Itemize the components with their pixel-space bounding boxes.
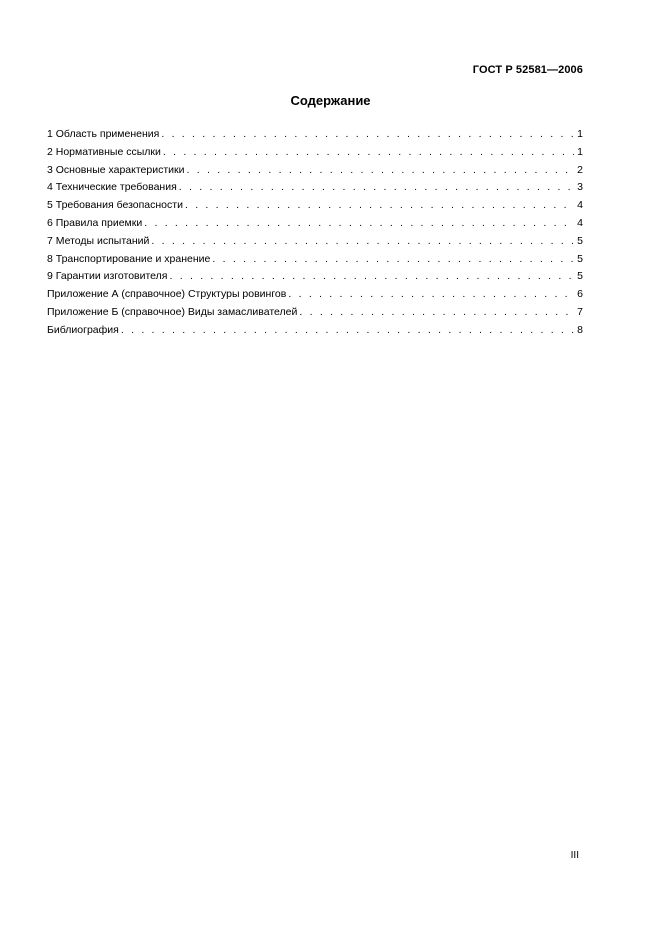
toc-leader-dots: [288, 286, 574, 304]
toc-entry-label: 4 Технические требования: [47, 181, 177, 194]
toc-leader-dots: [212, 251, 574, 269]
toc-entry-label: Библиография: [47, 323, 119, 336]
page-number: III: [570, 850, 579, 861]
toc-entry-technical-requirements[interactable]: [47, 179, 583, 197]
table-of-contents: [47, 126, 583, 340]
toc-entry-label: 6 Правила приемки: [47, 216, 143, 229]
toc-entry-label: 5 Требования безопасности: [47, 199, 183, 212]
toc-leader-dots: [144, 215, 574, 233]
toc-entry-appendix-b[interactable]: [47, 304, 583, 322]
toc-entry-page: 4: [577, 199, 583, 212]
toc-entry-main-characteristics[interactable]: [47, 162, 583, 180]
toc-leader-dots: [299, 304, 574, 322]
toc-entry-page: 8: [577, 323, 583, 336]
toc-entry-page: 5: [577, 234, 583, 247]
toc-entry-normative-references[interactable]: [47, 144, 583, 162]
toc-entry-label: 8 Транспортирование и хранение: [47, 252, 211, 265]
toc-entry-page: 3: [577, 181, 583, 194]
toc-leader-dots: [186, 162, 574, 180]
toc-entry-page: 4: [577, 216, 583, 229]
toc-entry-label: 9 Гарантии изготовителя: [47, 270, 168, 283]
toc-entry-page: 7: [577, 305, 583, 318]
toc-entry-label: Приложение А (справочное) Структуры ровингов: [47, 288, 287, 301]
toc-entry-page: 1: [577, 128, 583, 140]
toc-leader-dots: [161, 126, 574, 144]
document-code: ГОСТ Р 52581—2006: [472, 64, 583, 76]
toc-leader-dots: [185, 197, 574, 215]
toc-entry-bibliography[interactable]: [47, 322, 583, 340]
toc-leader-dots: [179, 179, 574, 197]
toc-entry-page: 6: [577, 288, 583, 301]
toc-leader-dots: [151, 233, 574, 251]
toc-entry-safety-requirements[interactable]: [47, 197, 583, 215]
toc-entry-label: 1 Область применения: [47, 128, 160, 140]
toc-entry-page: 2: [577, 163, 583, 176]
toc-entry-label: Приложение Б (справочное) Виды замасливателей: [47, 305, 298, 318]
toc-title: Содержание: [290, 93, 371, 108]
toc-entry-label: 2 Нормативные ссылки: [47, 145, 161, 158]
toc-entry-label: 3 Основные характеристики: [47, 163, 185, 176]
toc-entry-label: 7 Методы испытаний: [47, 234, 150, 247]
toc-leader-dots: [163, 144, 574, 162]
toc-leader-dots: [169, 268, 574, 286]
toc-entry-scope[interactable]: [47, 126, 583, 144]
toc-entry-appendix-a[interactable]: [47, 286, 583, 304]
toc-entry-acceptance-rules[interactable]: [47, 215, 583, 233]
toc-entry-manufacturer-warranty[interactable]: [47, 268, 583, 286]
toc-entry-page: 5: [577, 270, 583, 283]
toc-leader-dots: [121, 322, 574, 340]
toc-entry-page: 1: [577, 145, 583, 158]
toc-entry-page: 5: [577, 252, 583, 265]
toc-entry-transport-storage[interactable]: [47, 251, 583, 269]
toc-entry-test-methods[interactable]: [47, 233, 583, 251]
